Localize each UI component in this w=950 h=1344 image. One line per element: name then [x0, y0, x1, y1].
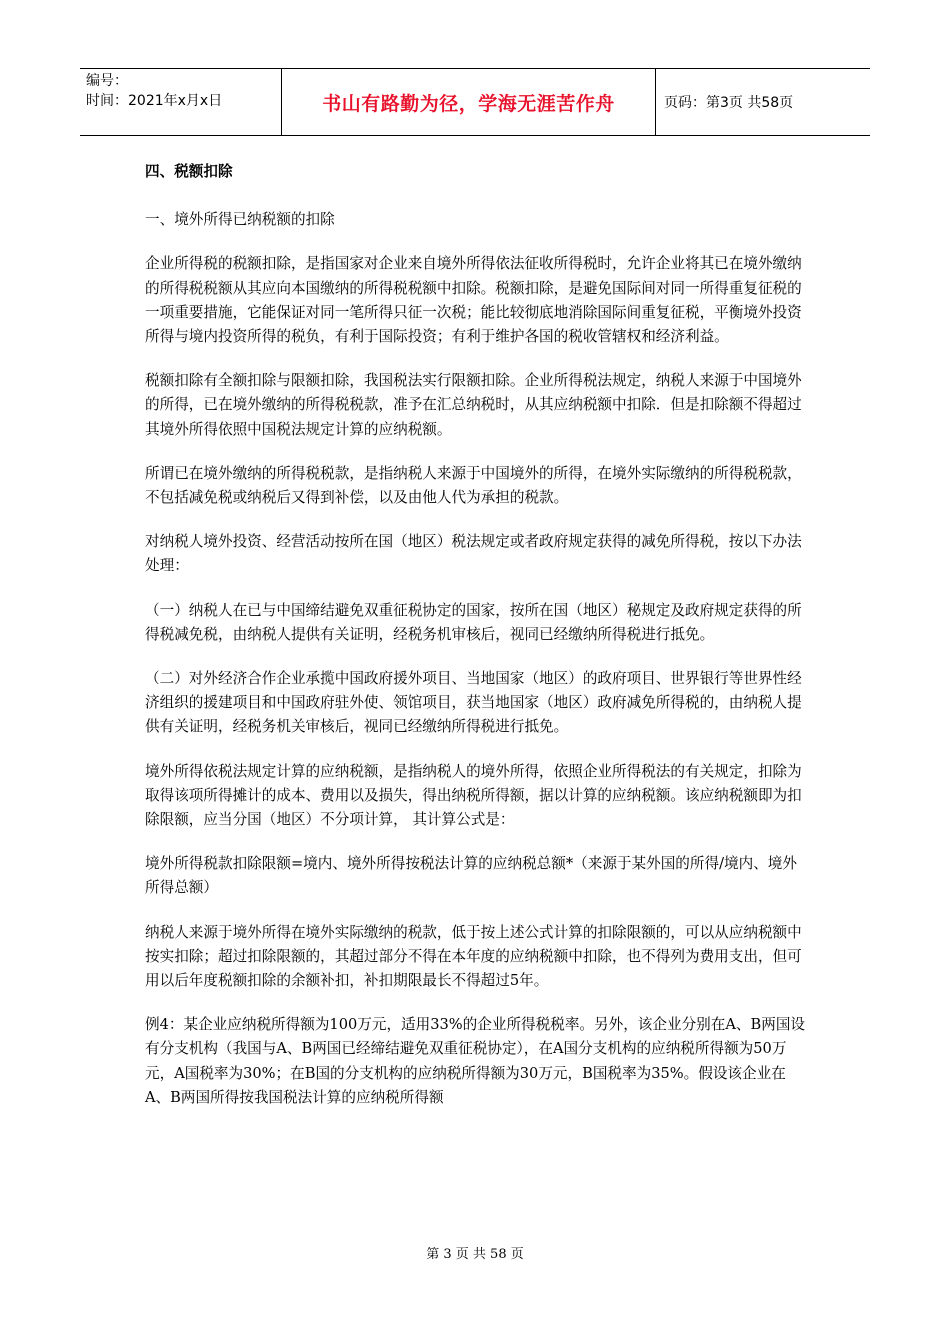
header-motto: 书山有路勤为径，学海无涯苦作舟: [282, 69, 656, 135]
page-footer: 第 3 页 共 58 页: [426, 1247, 524, 1262]
subheading: 一、境外所得已纳税额的扣除: [145, 211, 335, 229]
paragraph: 税额扣除有全额扣除与限额扣除，我国税法实行限额扣除。企业所得税法规定，纳税人来源于中国境外的所得，已在境外缴纳的所得税税款，准予在汇总纳税时，从其应纳税额中扣除．但是扣除额不得超过其境外所得依照中国税法规定计算的应纳税额。: [145, 372, 802, 438]
paragraph: 境外所得依税法规定计算的应纳税额，是指纳税人的境外所得，依照企业所得税法的有关规定，扣除为取得该项所得摊计的成本、费用以及损失，得出纳税所得额，据以计算的应纳税额。该应纳税额即为扣除限额，应当分国（地区）不分项计算， 其计算公式是：: [145, 762, 802, 829]
document-body: [145, 160, 810, 1130]
paragraph: 企业所得税的税额扣除，是指国家对企业来自境外所得依法征收所得税时，允许企业将其已在境外缴纳的所得税税额从其应向本国缴纳的所得税税额中扣除。税额扣除，是避免国际间对同一所得重复征税的一项重要措施，它能保证对同一笔所得只征一次税；能比较彻底地消除国际间重复征税，平衡境外投资所得与境内投资所得的税负，有利于国际投资；有利于维护各国的税收管辖权和经济利益。: [145, 255, 802, 346]
document-number-label: 编号：: [86, 73, 128, 89]
header-meta: [80, 69, 282, 135]
paragraph: （一）纳税人在已与中国缔结避免双重征税协定的国家，按所在国（地区）秘规定及政府规定获得的所得税减免税，由纳税人提供有关证明，经税务机审核后，视同已经缴纳所得税进行抵免。: [145, 601, 802, 643]
paragraph: 所谓已在境外缴纳的所得税税款，是指纳税人来源于中国境外的所得，在境外实际缴纳的所得税税款，不包括减免税或纳税后又得到补偿，以及由他人代为承担的税款。: [145, 464, 802, 507]
paragraph: 对纳税人境外投资、经营活动按所在国（地区）税法规定或者政府规定获得的减免所得税，按以下办法处理：: [145, 533, 802, 575]
example-paragraph: 例4：某企业应纳税所得额为100万元，适用33%的企业所得税税率。另外，该企业分别在A、B两国设有分支机构（我国与A、B两国已经缔结避免双重征税协定），在A国分支机构的应纳税所得额为50万元，A国税率为30%；在B国的分支机构的应纳税所得额为30万元，B国税率为35%。假设该企业在A、B两国所得按我国税法计算的应纳税所得额: [145, 1016, 806, 1106]
paragraph: （二）对外经济合作企业承揽中国政府援外项目、当地国家（地区）的政府项目、世界银行等世界性经济组织的援建项目和中国政府驻外使、领馆项目，获当地国家（地区）政府减免所得税的，由纳税人提供有关证明，经税务机关审核后，视同已经缴纳所得税进行抵免。: [145, 670, 802, 736]
section-heading: 四、税额扣除: [145, 163, 233, 180]
header-page-info: 页码：第3页 共58页: [664, 95, 794, 111]
paragraph: 纳税人来源于境外所得在境外实际缴纳的税款，低于按上述公式计算的扣除限额的，可以从应纳税额中按实扣除；超过扣除限额的，其超过部分不得在本年度的应纳税额中扣除，也不得列为费用支出，但可用以后年度税额扣除的余额补扣，补扣期限最长不得超过5年。: [145, 923, 802, 990]
document-date: 时间：2021年x月x日: [86, 93, 223, 109]
page-header: [80, 68, 870, 136]
formula-paragraph: 境外所得税款扣除限额=境内、境外所得按税法计算的应纳税总额*（来源于某外国的所得/境内、境外所得总额）: [145, 855, 797, 897]
